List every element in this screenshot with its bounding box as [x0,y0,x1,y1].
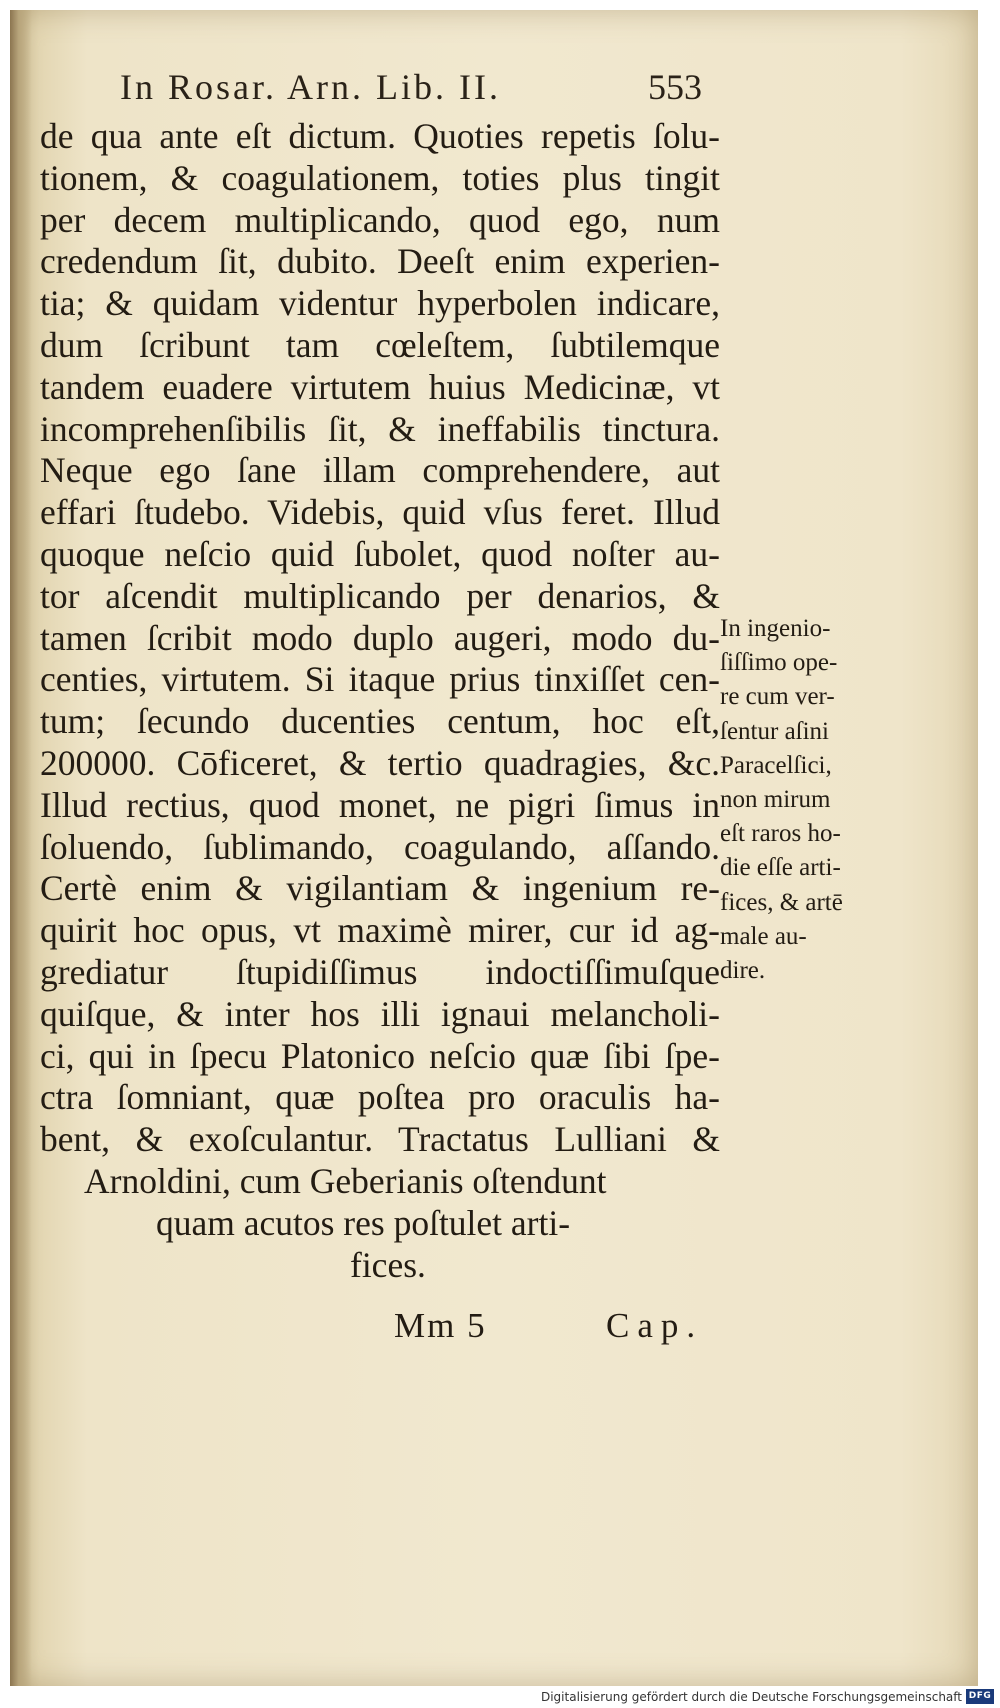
footer-credit: Digitalisierung gefördert durch die Deutsche Forschungsgemeinschaft [540,1690,962,1704]
text-line: de qua ante eſt dictum. Quoties repetis ſolu- [40,116,720,156]
marginal-line: non mirum [720,785,831,813]
catchword: Cap. [606,1306,704,1345]
text-line: incomprehenſibilis ſit, & ineffabilis tinctura. [40,408,720,449]
running-head: In Rosar. Arn. Lib. II. [120,67,501,107]
marginal-line: fices, & artē [720,888,843,916]
dfg-logo: DFG [966,1689,994,1704]
text-line: ctra ſomniant, quæ poſtea pro oraculis ha- [40,1077,720,1118]
marginal-line: dire. [720,956,766,984]
marginal-line: Paracelſici, [720,751,832,779]
text-line: quiſque, & inter hos illi ignaui melancholi- [40,993,720,1034]
text-line: grediatur ſtupidiſſimus indoctiſſimuſque [40,951,720,992]
text-line: tionem, & coagulationem, toties plus tingit [40,157,720,198]
marginal-line: eſt raros ho- [720,820,841,848]
text-line: centies, virtutem. Si itaque prius tinxiſſet cen- [40,659,720,700]
text-line: per decem multiplicando, quod ego, num [40,199,720,240]
marginal-line: ſiſſimo ope- [720,649,838,677]
text-line: tor aſcendit multiplicando per denarios, & [40,575,720,616]
text-line: ſoluendo, ſublimando, coagulando, aſſando. [40,826,720,867]
page-number: 553 [648,67,702,107]
page-gutter-shadow [10,10,32,1686]
text-line: Arnoldini, cum Geberianis oſtendunt [84,1160,607,1201]
text-line: quirit hoc opus, vt maximè mirer, cur id ag- [40,910,720,951]
text-line: tandem euadere virtutem huius Medicinæ, vt [40,366,720,407]
signature-mark: Mm 5 [394,1306,487,1345]
text-line: ci, qui in ſpecu Platonico neſcio quæ ſibi ſpe- [40,1035,720,1076]
marginal-line: In ingenio- [720,615,831,642]
text-line: credendum ſit, dubito. Deeſt enim experien- [40,241,720,282]
text-line: quoque neſcio quid ſubolet, quod noſter au- [40,533,720,574]
text-line: dum ſcribunt tam cœleſtem, ſubtilemque [40,324,720,365]
text-line: Neque ego ſane illam comprehendere, aut [40,450,720,491]
marginal-line: re cum ver- [720,683,835,711]
text-line: effari ſtudebo. Videbis, quid vſus feret. Illud [40,492,720,533]
text-line: tia; & quidam videntur hyperbolen indicare, [40,283,720,324]
text-line: fices. [350,1244,426,1285]
text-line: bent, & exoſculantur. Tractatus Lulliani & [40,1119,720,1160]
marginal-line: ſentur aſini [720,717,829,745]
text-line: Certè enim & vigilantiam & ingenium re- [40,868,720,909]
marginal-line: male au- [720,922,807,950]
marginal-line: die eſſe arti- [720,854,841,882]
text-line: tum; ſecundo ducenties centum, hoc eſt, [40,701,720,742]
text-line: tamen ſcribit modo duplo augeri, modo du- [40,617,720,658]
body-text [40,116,720,1286]
text-line: quam acutos res poſtulet arti- [156,1202,571,1243]
text-line: 200000. Cōficeret, & tertio quadragies, &c. [40,742,720,783]
marginal-note [720,612,880,988]
text-line: Illud rectius, quod monet, ne pigri ſimus in [40,784,720,825]
